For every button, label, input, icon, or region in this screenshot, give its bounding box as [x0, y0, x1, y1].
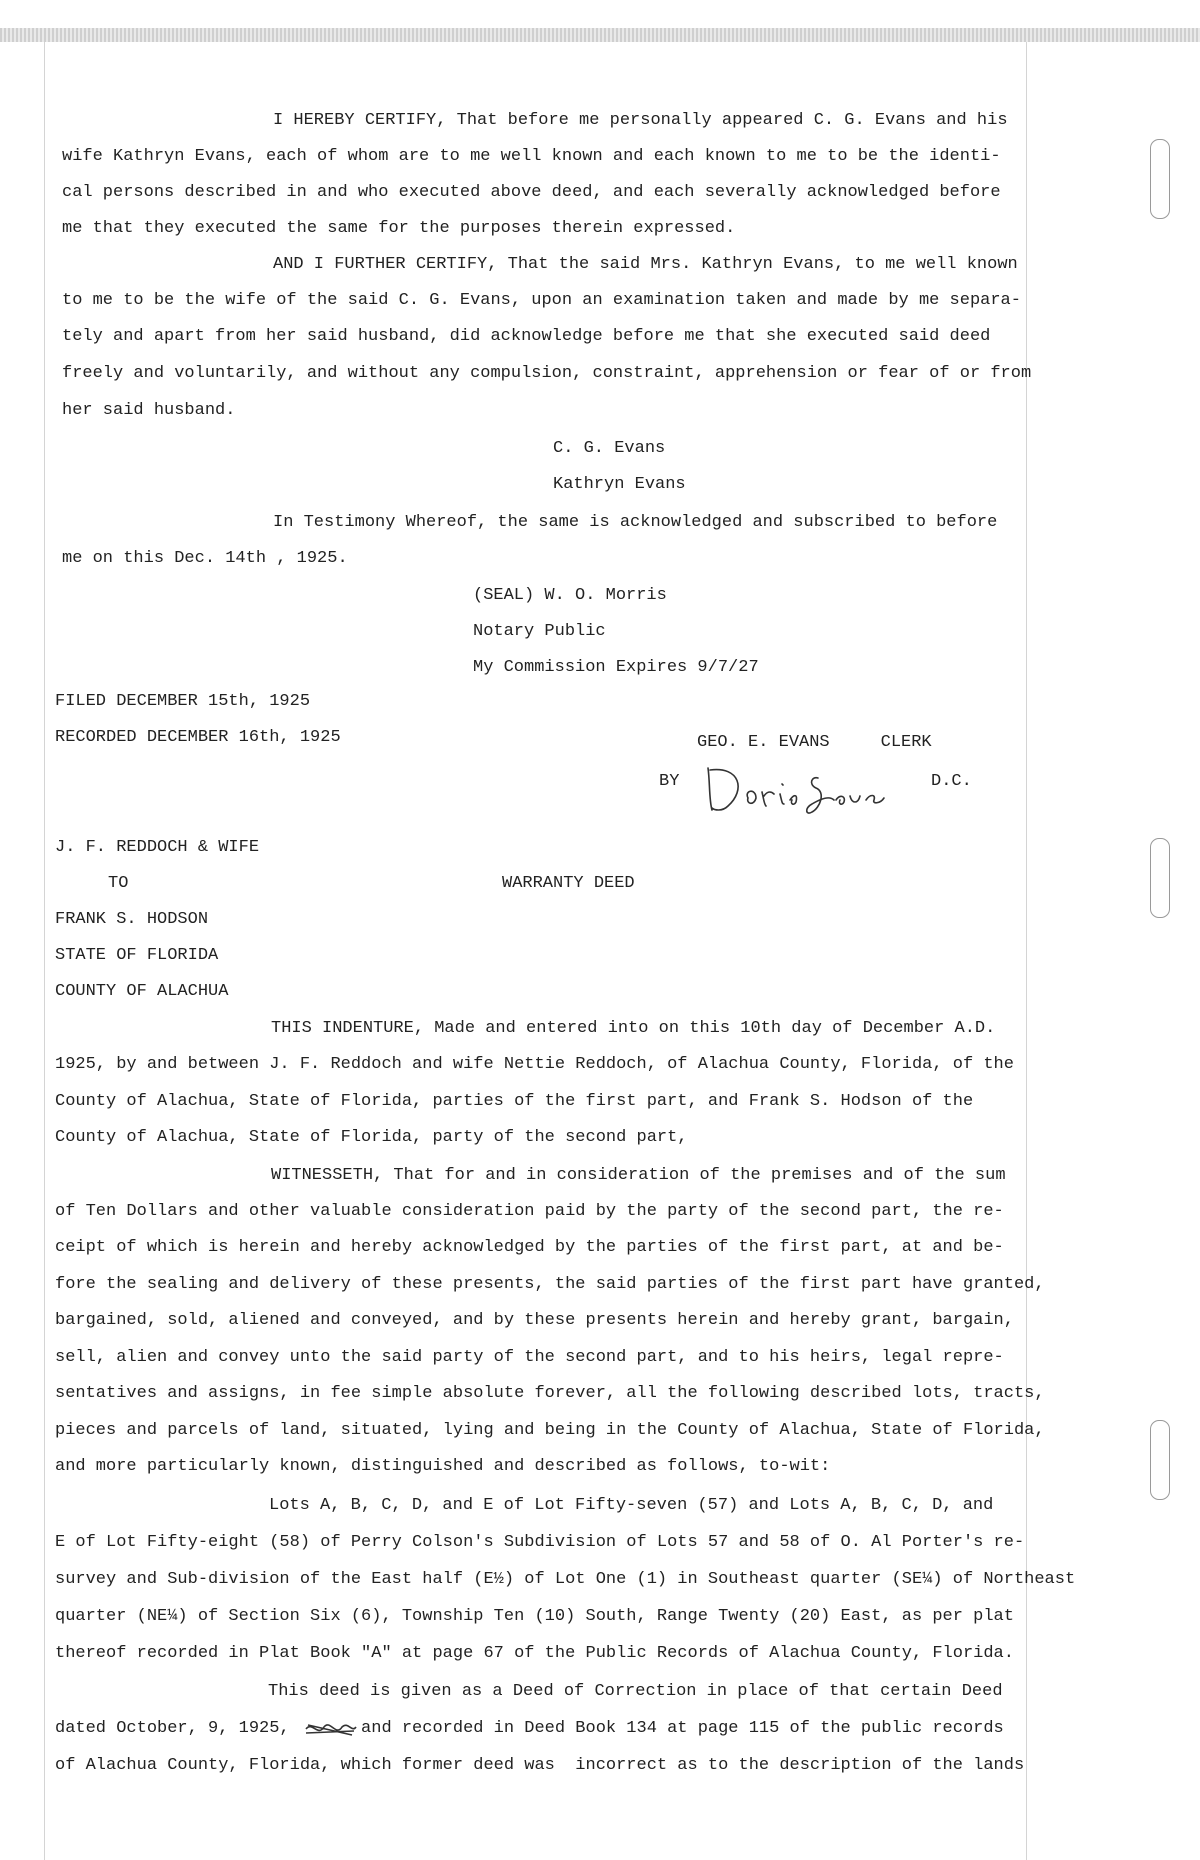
signatory-name: C. G. Evans [553, 439, 666, 458]
ack-line: I HEREBY CERTIFY, That before me personally appeared C. G. Evans and his [273, 111, 1008, 130]
county-heading: COUNTY OF ALACHUA [55, 982, 229, 1001]
ack-line: tely and apart from her said husband, did acknowledge before me that she executed said deed [62, 327, 991, 346]
description-line: E of Lot Fifty-eight (58) of Perry Colson's Subdivision of Lots 57 and 58 of O. Al Porter's re- [55, 1533, 1025, 1552]
witnesseth-line: bargained, sold, aliened and conveyed, and by these presents herein and hereby grant, bargain, [55, 1311, 1014, 1330]
deed-type: WARRANTY DEED [502, 874, 635, 893]
struck-out-text [302, 1719, 358, 1741]
ack-line: freely and voluntarily, and without any compulsion, constraint, apprehension or fear of or from [62, 364, 1032, 383]
testimony-line: me on this Dec. 14th , 1925. [62, 549, 348, 568]
witnesseth-line: sentatives and assigns, in fee simple absolute forever, all the following described lots, tracts, [55, 1384, 1045, 1403]
notary-name: (SEAL) W. O. Morris [473, 586, 667, 605]
notary-title: Notary Public [473, 622, 606, 641]
scan-top-border [0, 28, 1200, 42]
witnesseth-line: ceipt of which is herein and hereby acknowledged by the parties of the first part, at and be- [55, 1238, 1004, 1257]
punch-hole [1150, 139, 1170, 219]
ack-line: her said husband. [62, 401, 236, 420]
ack-line: to me to be the wife of the said C. G. Evans, upon an examination taken and made by me separa- [62, 291, 1021, 310]
description-line: Lots A, B, C, D, and E of Lot Fifty-seven (57) and Lots A, B, C, D, and [269, 1496, 994, 1515]
witnesseth-line: sell, alien and convey unto the said party of the second part, and to his heirs, legal repre- [55, 1348, 1004, 1367]
description-line: survey and Sub-division of the East half (E½) of Lot One (1) in Southeast quarter (SE¼) of Northeast [55, 1570, 1076, 1589]
left-margin-line [44, 42, 45, 1860]
correction-line: This deed is given as a Deed of Correction in place of that certain Deed [268, 1682, 1003, 1701]
indenture-line: County of Alachua, State of Florida, party of the second part, [55, 1128, 688, 1147]
ack-line: wife Kathryn Evans, each of whom are to me well known and each known to me to be the identi- [62, 147, 1001, 166]
to-label: TO [108, 874, 129, 893]
witnesseth-line: fore the sealing and delivery of these presents, the said parties of the first part have granted, [55, 1275, 1045, 1294]
witnesseth-line: and more particularly known, distinguished and described as follows, to-wit: [55, 1457, 831, 1476]
ack-line: cal persons described in and who executed above deed, and each severally acknowledged before [62, 183, 1001, 202]
ack-line: me that they executed the same for the purposes therein expressed. [62, 219, 736, 238]
punch-hole [1150, 1420, 1170, 1500]
grantee: FRANK S. HODSON [55, 910, 209, 929]
witnesseth-line: of Ten Dollars and other valuable consideration paid by the party of the second part, the re- [55, 1202, 1004, 1221]
state-heading: STATE OF FLORIDA [55, 946, 219, 965]
signatory-name: Kathryn Evans [553, 475, 686, 494]
notary-commission: My Commission Expires 9/7/27 [473, 658, 759, 677]
deputy-clerk-signature [700, 760, 910, 820]
clerk-line: GEO. E. EVANS CLERK [697, 733, 932, 752]
correction-line: of Alachua County, Florida, which former deed was incorrect as to the description of the lands [55, 1756, 1025, 1775]
by-label: BY [659, 772, 680, 791]
dc-label: D.C. [931, 772, 972, 791]
witnesseth-line: WITNESSETH, That for and in consideration of the premises and of the sum [271, 1166, 1006, 1185]
testimony-line: In Testimony Whereof, the same is acknowledged and subscribed to before [273, 513, 998, 532]
witnesseth-line: pieces and parcels of land, situated, lying and being in the County of Alachua, State of Florida, [55, 1421, 1045, 1440]
grantor: J. F. REDDOCH & WIFE [55, 838, 260, 857]
punch-hole [1150, 838, 1170, 918]
indenture-line: THIS INDENTURE, Made and entered into on this 10th day of December A.D. [271, 1019, 996, 1038]
ack-line: AND I FURTHER CERTIFY, That the said Mrs. Kathryn Evans, to me well known [273, 255, 1018, 274]
description-line: quarter (NE¼) of Section Six (6), Township Ten (10) South, Range Twenty (20) East, as per plat [55, 1607, 1014, 1626]
recorded-date: RECORDED DECEMBER 16th, 1925 [55, 728, 341, 747]
correction-line: dated October, 9, 1925, and recorded in Deed Book 134 at page 115 of the public records [55, 1719, 1004, 1738]
filed-date: FILED DECEMBER 15th, 1925 [55, 692, 311, 711]
description-line: thereof recorded in Plat Book "A" at page 67 of the Public Records of Alachua County, Florida. [55, 1644, 1014, 1663]
indenture-line: 1925, by and between J. F. Reddoch and wife Nettie Reddoch, of Alachua County, Florida, of the [55, 1055, 1014, 1074]
indenture-line: County of Alachua, State of Florida, parties of the first part, and Frank S. Hodson of the [55, 1092, 974, 1111]
